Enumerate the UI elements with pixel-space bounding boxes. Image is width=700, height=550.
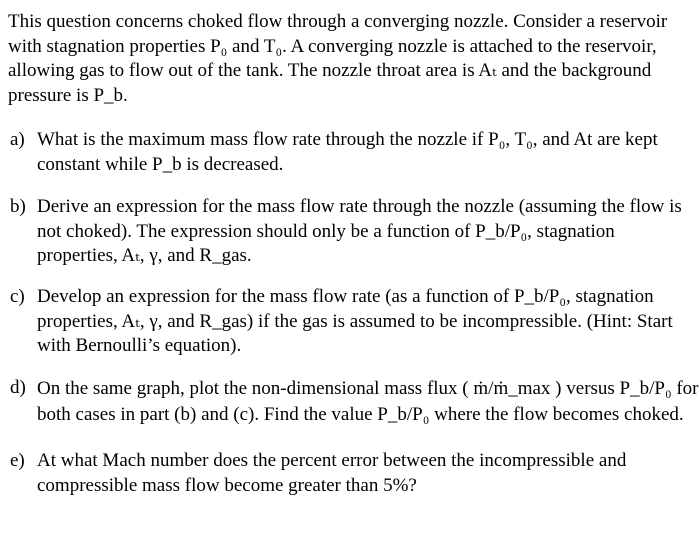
question-line: At what Mach number does the percent error between the incompressible and <box>37 450 627 471</box>
question-line: both cases in part (b) and (c). Find the value P_b/P₀ where the flow becomes choked. <box>37 404 684 425</box>
question-line: Develop an expression for the mass flow rate (as a function of P_b/P₀, stagnation <box>37 286 654 307</box>
question-line: Derive an expression for the mass flow rate through the nozzle (assuming the flow is <box>37 196 682 217</box>
intro-line: pressure is P_b. <box>8 84 128 106</box>
question-line: What is the maximum mass flow rate through the nozzle if P₀, T₀, and At are kept <box>37 129 658 150</box>
intro-line: with stagnation properties P₀ and T₀. A converging nozzle is attached to the reservoir, <box>8 35 657 57</box>
question-letter: d) <box>10 377 26 398</box>
intro-line: allowing gas to flow out of the tank. The nozzle throat area is Aₜ and the background <box>8 60 652 81</box>
question-letter: c) <box>10 286 25 307</box>
question-line: compressible mass flow become greater than 5%? <box>37 474 417 496</box>
question-line: properties, Aₜ, γ, and R_gas) if the gas is assumed to be incompressible. (Hint: Start <box>37 310 673 332</box>
question-line: not choked). The expression should only be a function of P_b/P₀, stagnation <box>37 220 615 242</box>
question-line: with Bernoulli’s equation). <box>37 335 242 356</box>
question-letter: a) <box>10 129 25 150</box>
intro-paragraph <box>8 10 698 108</box>
intro-line: This question concerns choked flow through a converging nozzle. Consider a reservoir <box>8 11 668 32</box>
question-letter: e) <box>10 450 25 471</box>
question-letter: b) <box>10 196 26 217</box>
question-line: constant while P_b is decreased. <box>37 153 284 175</box>
question-line: properties, Aₜ, γ, and R_gas. <box>37 245 252 266</box>
question-line: On the same graph, plot the non-dimensional mass flux ( ṁ/ṁ_max ) versus P_b/P₀ for <box>37 378 699 399</box>
